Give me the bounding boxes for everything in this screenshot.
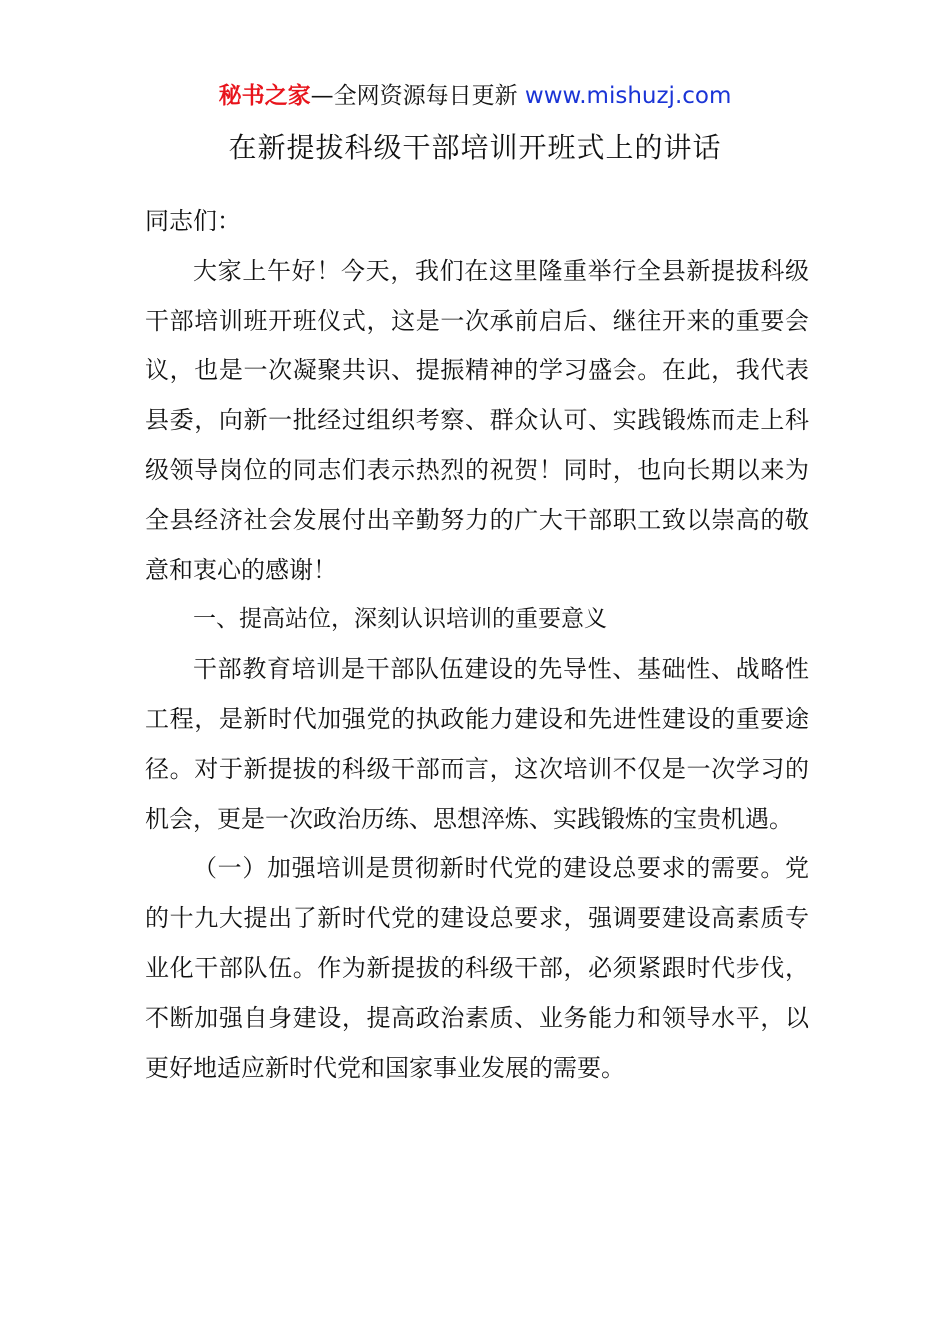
document-body	[145, 197, 809, 1093]
paragraph-section-1: 干部教育培训是干部队伍建设的先导性、基础性、战略性工程，是新时代加强党的执政能力建设和先进性建设的重要途径。对于新提拔的科级干部而言，这次培训不仅是一次学习的机会，更是一次政治历练、思想淬炼、实践锻炼的宝贵机遇。	[145, 655, 809, 833]
brand-name: 秘书之家	[218, 83, 311, 109]
paragraph-opening: 大家上午好！今天，我们在这里隆重举行全县新提拔科级干部培训班开班仪式，这是一次承前启后、继往开来的重要会议，也是一次凝聚共识、提振精神的学习盛会。在此，我代表县委，向新一批经过组织考察、群众认可、实践锻炼而走上科级领导岗位的同志们表示热烈的祝贺！同时，也向长期以来为全县经济社会发展付出辛勤努力的广大干部职工致以崇高的敬意和衷心的感谢！	[145, 256, 809, 584]
salutation: 同志们：	[145, 207, 241, 235]
watermark-header	[0, 80, 950, 112]
site-url-link[interactable]: www.mishuzj.com	[524, 83, 732, 109]
document-title: 在新提拔科级干部培训开班式上的讲话	[228, 131, 722, 164]
header-tagline: —全网资源每日更新	[310, 83, 518, 109]
section-heading-1: 一、提高站位，深刻认识培训的重要意义	[193, 606, 607, 633]
paragraph-subsection-1: （一）加强培训是贯彻新时代党的建设总要求的需要。党的十九大提出了新时代党的建设总要求，强调要建设高素质专业化干部队伍。作为新提拔的科级干部，必须紧跟时代步伐，不断加强自身建设，提高政治素质、业务能力和领导水平，以更好地适应新时代党和国家事业发展的需要。	[145, 854, 809, 1082]
